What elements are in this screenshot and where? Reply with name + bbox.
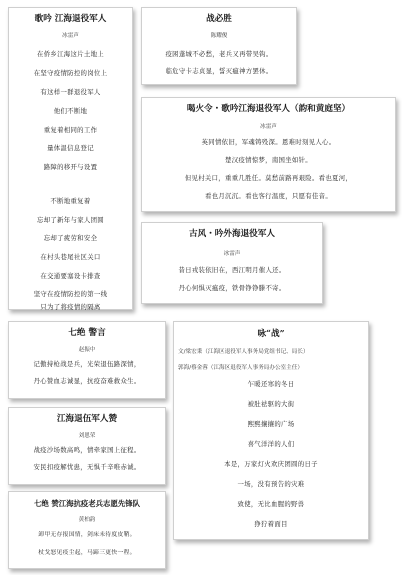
- poem-title: 古风・吟外海退役军人: [189, 229, 275, 239]
- poem-line: 丹心赞血志诚显，抗疫奋难救众生。: [33, 377, 141, 385]
- poem-line: 一场，没有预告的灾难: [237, 480, 305, 488]
- poem-line: 疫困蓬城不必愁，老兵又再带吴钩。: [165, 50, 273, 58]
- poem-author: 冰雷声: [62, 33, 79, 39]
- poem-line: 本是，万家灯火欢庆团圆的日子: [224, 460, 318, 468]
- poem-title: 七绝 警言: [68, 328, 106, 338]
- poem-line: 致使，无比血腥的野兽: [237, 500, 305, 508]
- poem-author: 文/梁宏秉（江海区退役军人事务局党组书记、局长）: [178, 349, 309, 355]
- poem-line: 在交通要塞设卡排查: [40, 272, 101, 280]
- poem-line: 重复着相同的工作: [43, 126, 98, 134]
- poem-line: 不断地重复着: [50, 197, 91, 205]
- poem-line: 忘却了疲劳和安全: [43, 234, 98, 242]
- poem-author: 刘恩荣: [78, 433, 96, 439]
- poem-title: 喝火令・歌吟江海退役军人（韵和黄庭坚）: [186, 104, 351, 114]
- poem-line: 在村头巷尾社区关口: [40, 253, 101, 261]
- poem-line: 临危守卡志贞显，誓灭瘟神方罢休。: [165, 67, 273, 75]
- poem-line: 坚守在疫情防控的第一线: [33, 290, 108, 298]
- poem-card-8: [8, 491, 166, 569]
- poem-title: 咏“战”: [257, 329, 285, 339]
- poem-line: 量体温信息登记: [47, 144, 94, 152]
- poem-line: 丹心何惧灭瘟疫，铁骨铮铮滕不寄。: [178, 284, 286, 292]
- poem-line: 卸甲无存报国情，剑床未待度皮鞘。: [38, 532, 136, 538]
- poem-title: 七绝 赞江海抗疫老兵志愿先锋队: [33, 499, 141, 508]
- poem-author: 郭海/蔡金蓉（江海区退役军人事务局办公室主任）: [178, 365, 303, 371]
- poem-title: 江海退伍军人赞: [56, 414, 118, 424]
- poem-line: 昔日戎装依旧在，西江明月催人还。: [178, 266, 286, 274]
- poem-line: 英同情依旧，军魂铸殁深。恩难时刻见人心。: [201, 138, 336, 146]
- poem-card-4: [141, 222, 323, 304]
- poem-line: 杖戈怒见疫尘起，马蹄三更快一程。: [38, 550, 136, 556]
- poem-title: 战必胜: [206, 14, 232, 24]
- poem-line: 有这样一群退役军人: [40, 88, 101, 96]
- poem-line: 狰狞着面目: [254, 520, 288, 528]
- poem-card-1: [8, 7, 133, 310]
- poem-card-5: [8, 321, 166, 399]
- poem-author: 冰雷声: [223, 251, 241, 257]
- poem-author: 陈耀俊: [210, 33, 228, 39]
- poem-line: 记傲持枪战是兵，光荣退伍路深情，: [33, 360, 141, 368]
- poem-line: 路障的移开与设置: [43, 163, 98, 171]
- poem-card-3: [141, 97, 396, 212]
- poem-line: 但见村关口，重重几胜任。莫愁前路再艰险。看也夏河，: [184, 174, 353, 182]
- poem-line: 楚汉疫情惊梦，南国坐如针。: [225, 156, 312, 164]
- poem-line: 在侨乡江海这片土地上: [37, 50, 104, 58]
- poem-line: 他们不断地: [53, 107, 88, 115]
- poem-author: 黄柏韵: [78, 517, 96, 523]
- poem-line: 看也月沉沉。看也客行温度，只愿有佳音。: [204, 192, 333, 200]
- poem-line: 被肚祛驱的大街: [247, 400, 295, 408]
- poem-card-6: [173, 321, 369, 540]
- poem-line: 在坚守疫情防控的岗位上: [33, 69, 108, 77]
- poem-title: 歌吟 江海退役军人: [34, 14, 107, 24]
- poem-line: 乍暖还寒的冬日: [247, 380, 295, 388]
- poem-line: 战疫沙场数高鸣，情牵家国上征程。: [33, 446, 141, 454]
- poem-line: 忘却了新年与家人团圆: [37, 216, 104, 224]
- poem-line: 熙熙攘攘的广场: [247, 420, 295, 428]
- poem-author: 赵振中: [78, 347, 96, 353]
- poem-author: 冰雷声: [260, 124, 277, 130]
- poem-line: 安民扣疫解忧患，无惧千辛唯赤诚。: [33, 463, 141, 471]
- poem-line: 只为了将疫情的隔离: [40, 303, 101, 311]
- poem-card-2: [141, 7, 297, 85]
- poem-card-7: [8, 407, 166, 485]
- poem-line: 喜气洋洋的人们: [247, 440, 295, 448]
